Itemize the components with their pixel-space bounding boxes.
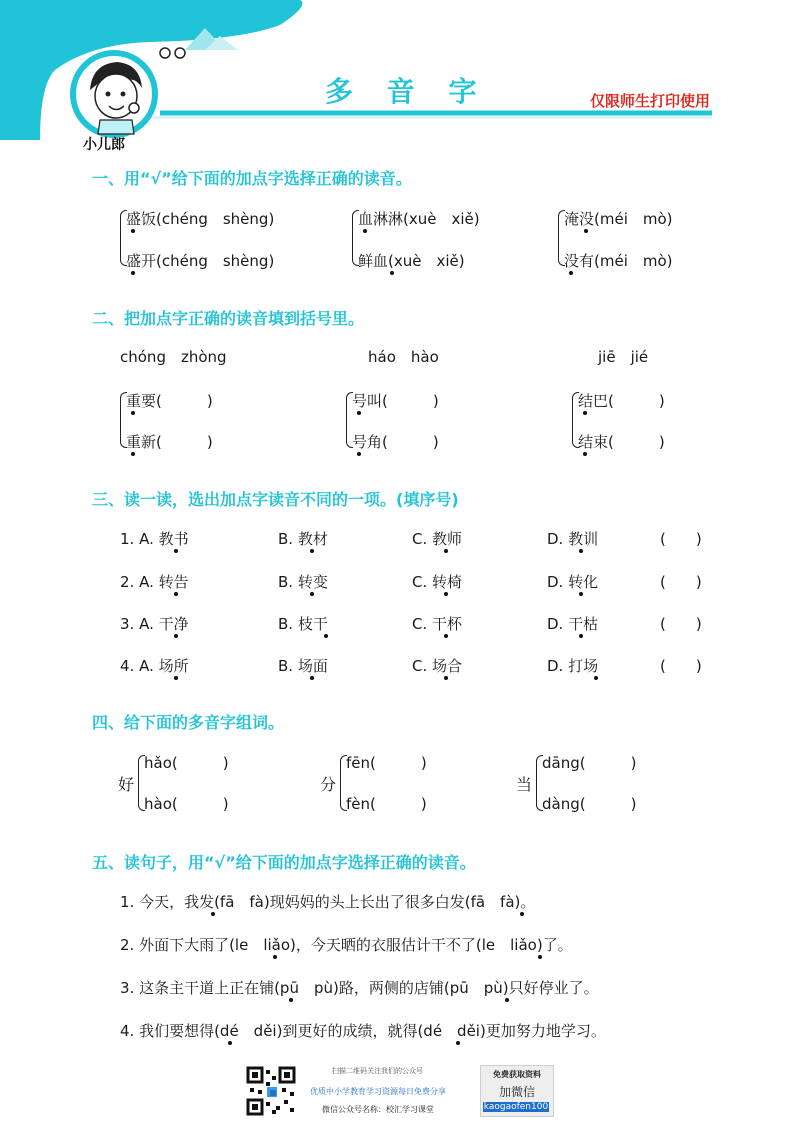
s2-item: 结巴( ) [578, 392, 665, 410]
s3-option: B. 枝干 [278, 615, 328, 633]
s3-option: D. 教训 [547, 530, 599, 548]
s4-char: 好 [118, 775, 135, 794]
footer-line2: 优质中小学教育学习资源每日免费分享 [310, 1087, 446, 1096]
footer-account: 微信公众号名称：校汇学习课堂 [322, 1105, 434, 1114]
qr-code [246, 1066, 296, 1116]
s3-option: B. 教材 [278, 530, 328, 548]
s1-item: 盛开(chéng shèng) [126, 252, 275, 270]
s4-blank[interactable]: dàng( ) [542, 795, 637, 813]
s3-option: 3. A. 干净 [120, 615, 189, 633]
s4-blank[interactable]: fēn( ) [346, 754, 427, 772]
s1-item: 血淋淋(xuè xiě) [358, 210, 480, 228]
s2-item: 号叫( ) [352, 392, 439, 410]
answer-blank[interactable]: ( ) [660, 657, 702, 675]
s2-item: 重新( ) [126, 433, 213, 451]
s4-blank[interactable]: hào( ) [144, 795, 229, 813]
s4-blank[interactable]: dāng( ) [542, 754, 637, 772]
s4-blank[interactable]: hǎo( ) [144, 754, 229, 772]
wechat-box-title: 免费获取资料 [493, 1070, 541, 1079]
s4-blank[interactable]: fèn( ) [346, 795, 427, 813]
s5-sentence: 4. 我们要想得(dé děi)到更好的成绩，就得(dé děi)更加努力地学习。 [120, 1022, 606, 1040]
footer-line3 [322, 1104, 434, 1115]
wechat-id: kaogaofen100 [483, 1102, 549, 1112]
print-badge: 仅限师生打印使用 [590, 92, 711, 110]
s5-sentence: 1. 今天，我发(fā fà)现妈妈的头上长出了很多白发(fā fà)。 [120, 893, 536, 911]
s1-item: 鲜血(xuè xiě) [358, 252, 465, 270]
s2-item: 号角( ) [352, 433, 439, 451]
s1-item: 淹没(méi mò) [564, 210, 673, 228]
s3-option: B. 场面 [278, 657, 328, 675]
section-4-title: 四、给下面的多音字组词。 [92, 713, 285, 732]
s3-option: D. 干枯 [547, 615, 599, 633]
section-3-title: 三、读一读，选出加点字读音不同的一项。(填序号) [92, 490, 459, 509]
answer-blank[interactable]: ( ) [660, 615, 702, 633]
s3-option: 2. A. 转告 [120, 573, 189, 591]
section-2-title: 二、把加点字正确的读音填到括号里。 [92, 309, 365, 328]
s4-char: 分 [320, 775, 337, 794]
s3-option: B. 转变 [278, 573, 328, 591]
wechat-box-main: 加微信 [498, 1085, 535, 1099]
section-5-title: 五、读句子，用“√”给下面的加点字选择正确的读音。 [92, 853, 476, 872]
s3-option: 1. A. 教书 [120, 530, 189, 548]
s3-option: C. 教师 [412, 530, 463, 548]
s2-item: 重要( ) [126, 392, 213, 410]
s4-char: 当 [516, 775, 533, 794]
s3-option: C. 转椅 [412, 573, 463, 591]
section-1-title: 一、用“√”给下面的加点字选择正确的读音。 [92, 169, 412, 188]
wechat-box [480, 1065, 554, 1117]
s3-option: C. 场合 [412, 657, 463, 675]
s5-sentence: 2. 外面下大雨了(le liǎo)，今天晒的衣服估计干不了(le liǎo)了。 [120, 936, 573, 954]
s3-option: 4. A. 场所 [120, 657, 189, 675]
s3-option: C. 干杯 [412, 615, 463, 633]
page-title: 多 音 字 [325, 75, 489, 108]
s2-item: 结束( ) [578, 433, 665, 451]
logo-text: 小儿郎 [83, 137, 125, 153]
answer-blank[interactable]: ( ) [660, 573, 702, 591]
answer-blank[interactable]: ( ) [660, 530, 702, 548]
pinyin-options: háo hào [368, 348, 439, 366]
s3-option: D. 打场 [547, 657, 599, 675]
pinyin-options: jiē jié [598, 348, 649, 366]
pinyin-options: chóng zhòng [120, 348, 227, 366]
footer-line1: 扫描二维码关注我们的公众号 [332, 1067, 423, 1075]
s1-item: 没有(méi mò) [564, 252, 673, 270]
s5-sentence: 3. 这条主干道上正在铺(pū pù)路，两侧的店铺(pū pù)只好停业了。 [120, 979, 599, 997]
s3-option: D. 转化 [547, 573, 599, 591]
s1-item: 盛饭(chéng shèng) [126, 210, 275, 228]
